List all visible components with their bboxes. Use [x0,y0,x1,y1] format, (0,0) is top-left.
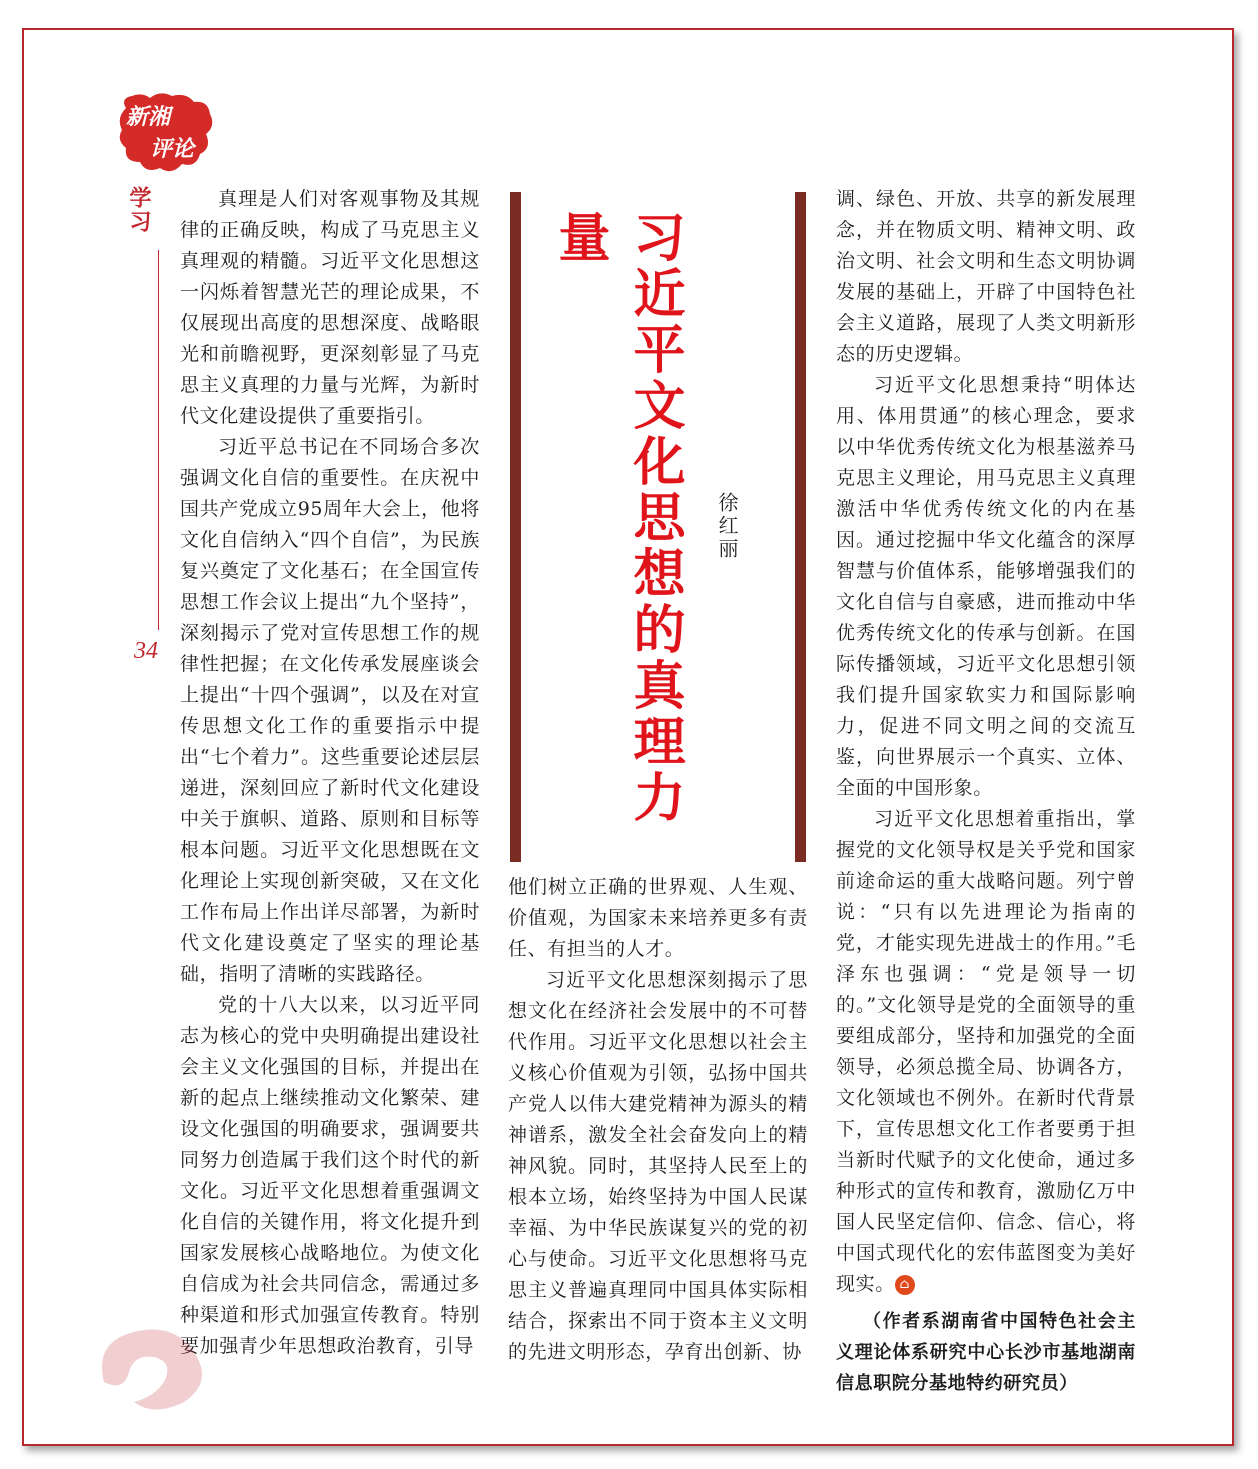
paragraph: 习近平文化思想深刻揭示了思想文化在经济社会发展中的不可替代作用。习近平文化思想以社会主义核心价值观为引领，弘扬中国共产党人以伟大建党精神为源头的精神谱系，激发全社会奋发向上的精神风貌。同时，其坚持人民至上的根本立场，始终坚持为中国人民谋幸福、为中华民族谋复兴的党的初心与使命。习近平文化思想将马克思主义普遍真理同中国具体实际相结合，探索出不同于资本主义文明的先进文明形态，孕育出创新、协 [508,969,808,1363]
paragraph: 党的十八大以来，以习近平同志为核心的党中央明确提出建设社会主义文化强国的目标，并提出在新的起点上继续推动文化繁荣、建设文化强国的明确要求，强调要共同努力创造属于我们这个时代的新文化。习近平文化思想着重强调文化自信的关键作用，将文化提升到国家发展核心战略地位。为使文化自信成为社会共同信念，需通过多种渠道和形式加强宣传教育。特别要加强青少年思想政治教育，引导 [180,994,480,1357]
paragraph: 真理是人们对客观事物及其规律的正确反映，构成了马克思主义真理观的精髓。习近平文化思想这一闪烁着智慧光芒的理论成果，不仅展现出高度的思想深度、战略眼光和前瞻视野，更深刻彰显了马克思主义真理的力量与光辉，为新时代文化建设提供了重要指引。 [180,188,480,427]
paragraph-final [836,804,1136,1300]
author-note: （作者系湖南省中国特色社会主义理论体系研究中心长沙市基地湖南信息职院分基地特约研究员） [836,1311,1136,1394]
left-column [180,184,480,1362]
paragraph: 习近平文化思想秉持“明体达用、体用贯通”的核心理念，要求以中华优秀传统文化为根基滋养马克思主义理论，用马克思主义真理激活中华优秀传统文化的内在基因。通过挖掘中华文化蕴含的深厚智慧与价值体系，能够增强我们的文化自信与自豪感，进而推动中华优秀传统文化的传承与创新。在国际传播领域，习近平文化思想引领我们提升国家软实力和国际影响力，促进不同文明之间的交流互鉴，向世界展示一个真实、立体、全面的中国形象。 [836,374,1136,799]
title-bar-right [795,192,806,862]
logo-text-bottom: 评论 [150,136,195,162]
end-mark-icon: ⌂ [895,1275,915,1295]
paragraph: 习近平总书记在不同场合多次强调文化自信的重要性。在庆祝中国共产党成立95周年大会上，他将文化自信纳入“四个自信”，为民族复兴奠定了文化基石；在全国宣传思想工作会议上提出“九个坚持”，深刻揭示了党对宣传思想工作的规律性把握；在文化传承发展座谈会上提出“十四个强调”，以及在对宣传思想文化工作的重要指示中提出“七个着力”。这些重要论述层层递进，深刻回应了新时代文化建设中关于旗帜、道路、原则和目标等根本问题。习近平文化思想既在文化理论上实现创新突破，又在文化工作布局上作出详尽部署，为新时代文化建设奠定了坚实的理论基础，指明了清晰的实践路径。 [180,436,480,985]
middle-column [508,872,808,1368]
article-title: 习近平文化思想的真理力量 [549,210,685,826]
decorative-watermark [84,1302,234,1422]
section-label: 学习 [126,186,151,234]
right-column [836,184,1136,1399]
article-author: 徐红丽 [715,492,739,561]
side-divider [158,250,159,630]
paragraph: 他们树立正确的世界观、人生观、价值观，为国家未来培养更多有责任、有担当的人才。 [508,876,808,960]
page-number: 34 [134,638,158,664]
paragraph: 调、绿色、开放、共享的新发展理念，并在物质文明、精神文明、政治文明、社会文明和生态文明协调发展的基础上，开辟了中国特色社会主义道路，展现了人类文明新形态的历史逻辑。 [836,188,1136,365]
title-bar-left [510,192,521,862]
paragraph-text: 习近平文化思想着重指出，掌握党的文化领导权是关乎党和国家前途命运的重大战略问题。列宁曾说：“只有以先进理论为指南的党，才能实现先进战士的作用。”毛泽东也强调：“党是领导一切的。”文化领导是党的全面领导的重要组成部分，坚持和加强党的全面领导，必须总揽全局、协调各方，文化领域也不例外。在新时代背景下，宣传思想文化工作者要勇于担当新时代赋予的文化使命，通过多种形式的宣传和教育，激励亿万中国人民坚定信仰、信念、信心，将中国式现代化的宏伟蓝图变为美好现实。 [836,808,1136,1295]
logo-text-top: 新湘 [126,104,171,130]
magazine-logo [116,90,216,176]
title-block [510,192,806,862]
